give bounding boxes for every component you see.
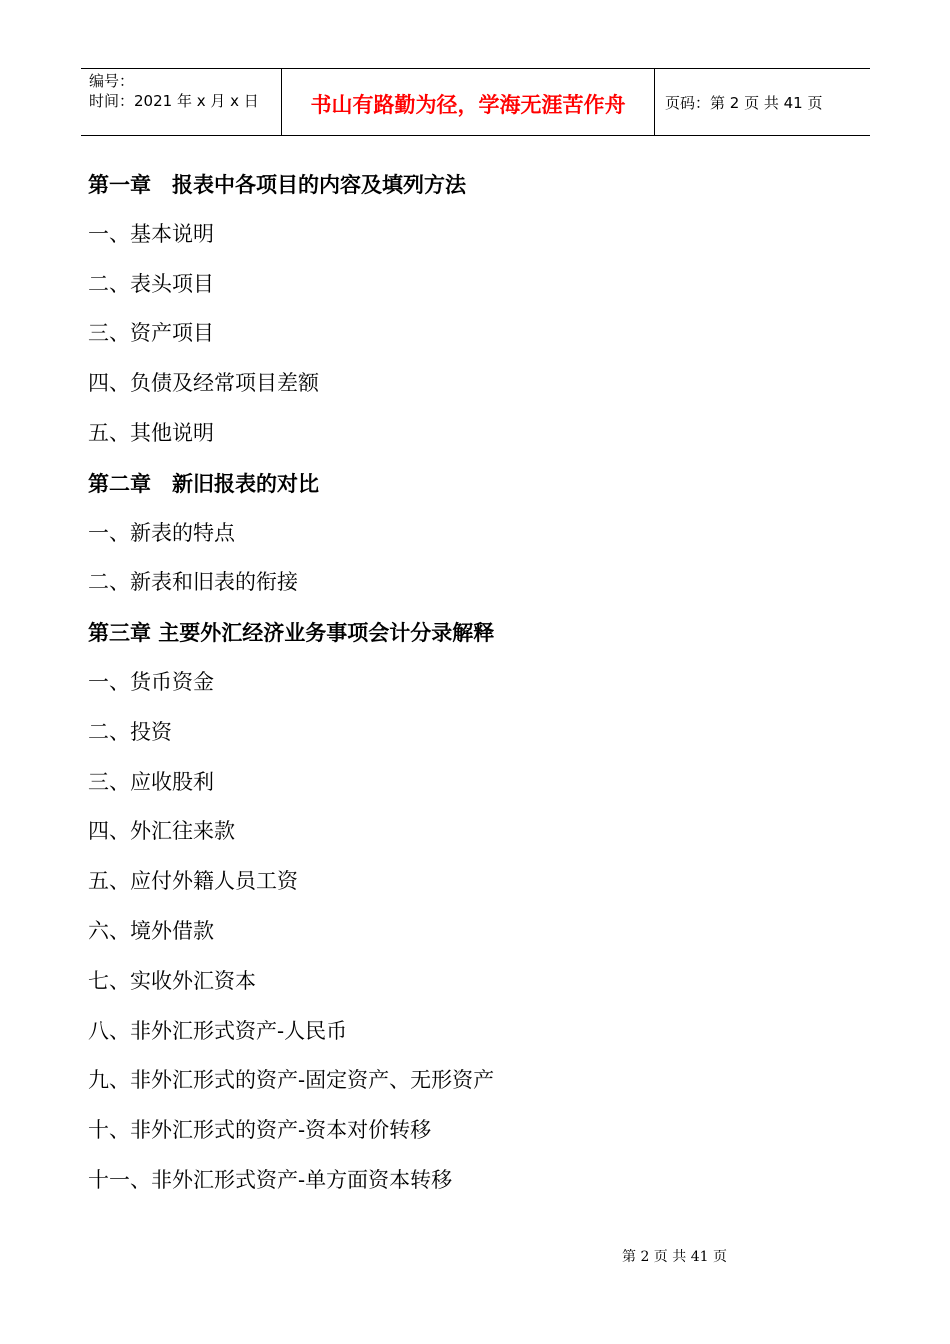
document-date: 时间：2021 年 x 月 x 日 — [89, 92, 259, 110]
toc-section-item: 十、非外汇形式的资产-资本对价转移 — [88, 1118, 432, 1143]
toc-section-item: 二、投资 — [88, 719, 172, 744]
header-page-info: 页码：第 2 页 共 41 页 — [665, 93, 823, 112]
toc-section-item: 五、其他说明 — [88, 420, 214, 445]
toc-section-item: 九、非外汇形式的资产-固定资产、无形资产 — [88, 1068, 495, 1093]
toc-section-item: 八、非外汇形式资产-人民币 — [88, 1018, 348, 1043]
toc-section-item: 一、基本说明 — [88, 221, 214, 246]
header-motto-cell — [282, 69, 655, 135]
toc-chapter-heading: 第三章 主要外汇经济业务事项会计分录解释 — [88, 620, 495, 646]
toc-section-item: 一、货币资金 — [88, 669, 214, 694]
toc-section-item: 四、负债及经常项目差额 — [88, 371, 319, 396]
toc-section-item: 三、资产项目 — [88, 321, 214, 346]
toc-section-item: 一、新表的特点 — [88, 520, 235, 545]
document-number-label: 编号： — [89, 72, 135, 90]
footer-page-number: 第 2 页 共 41 页 — [622, 1249, 727, 1265]
header-page-cell — [655, 69, 870, 135]
toc-section-item: 三、应收股利 — [88, 769, 214, 794]
toc-section-item: 五、应付外籍人员工资 — [88, 869, 298, 894]
table-of-contents — [88, 160, 848, 1206]
toc-chapter-heading: 第一章 报表中各项目的内容及填列方法 — [88, 172, 466, 197]
toc-chapter-heading: 第二章 新旧报表的对比 — [88, 470, 319, 496]
page-footer — [622, 1246, 727, 1266]
toc-section-item: 四、外汇往来款 — [88, 819, 235, 844]
toc-section-item: 六、境外借款 — [88, 918, 214, 943]
toc-section-item: 十一、非外汇形式资产-单方面资本转移 — [88, 1167, 453, 1192]
header-motto: 书山有路勤为径，学海无涯苦作舟 — [310, 93, 626, 117]
toc-section-item: 七、实收外汇资本 — [88, 968, 256, 993]
document-header — [81, 68, 870, 136]
toc-section-item: 二、表头项目 — [88, 271, 214, 296]
header-meta-cell — [81, 69, 282, 135]
toc-section-item: 二、新表和旧表的衔接 — [88, 570, 298, 595]
